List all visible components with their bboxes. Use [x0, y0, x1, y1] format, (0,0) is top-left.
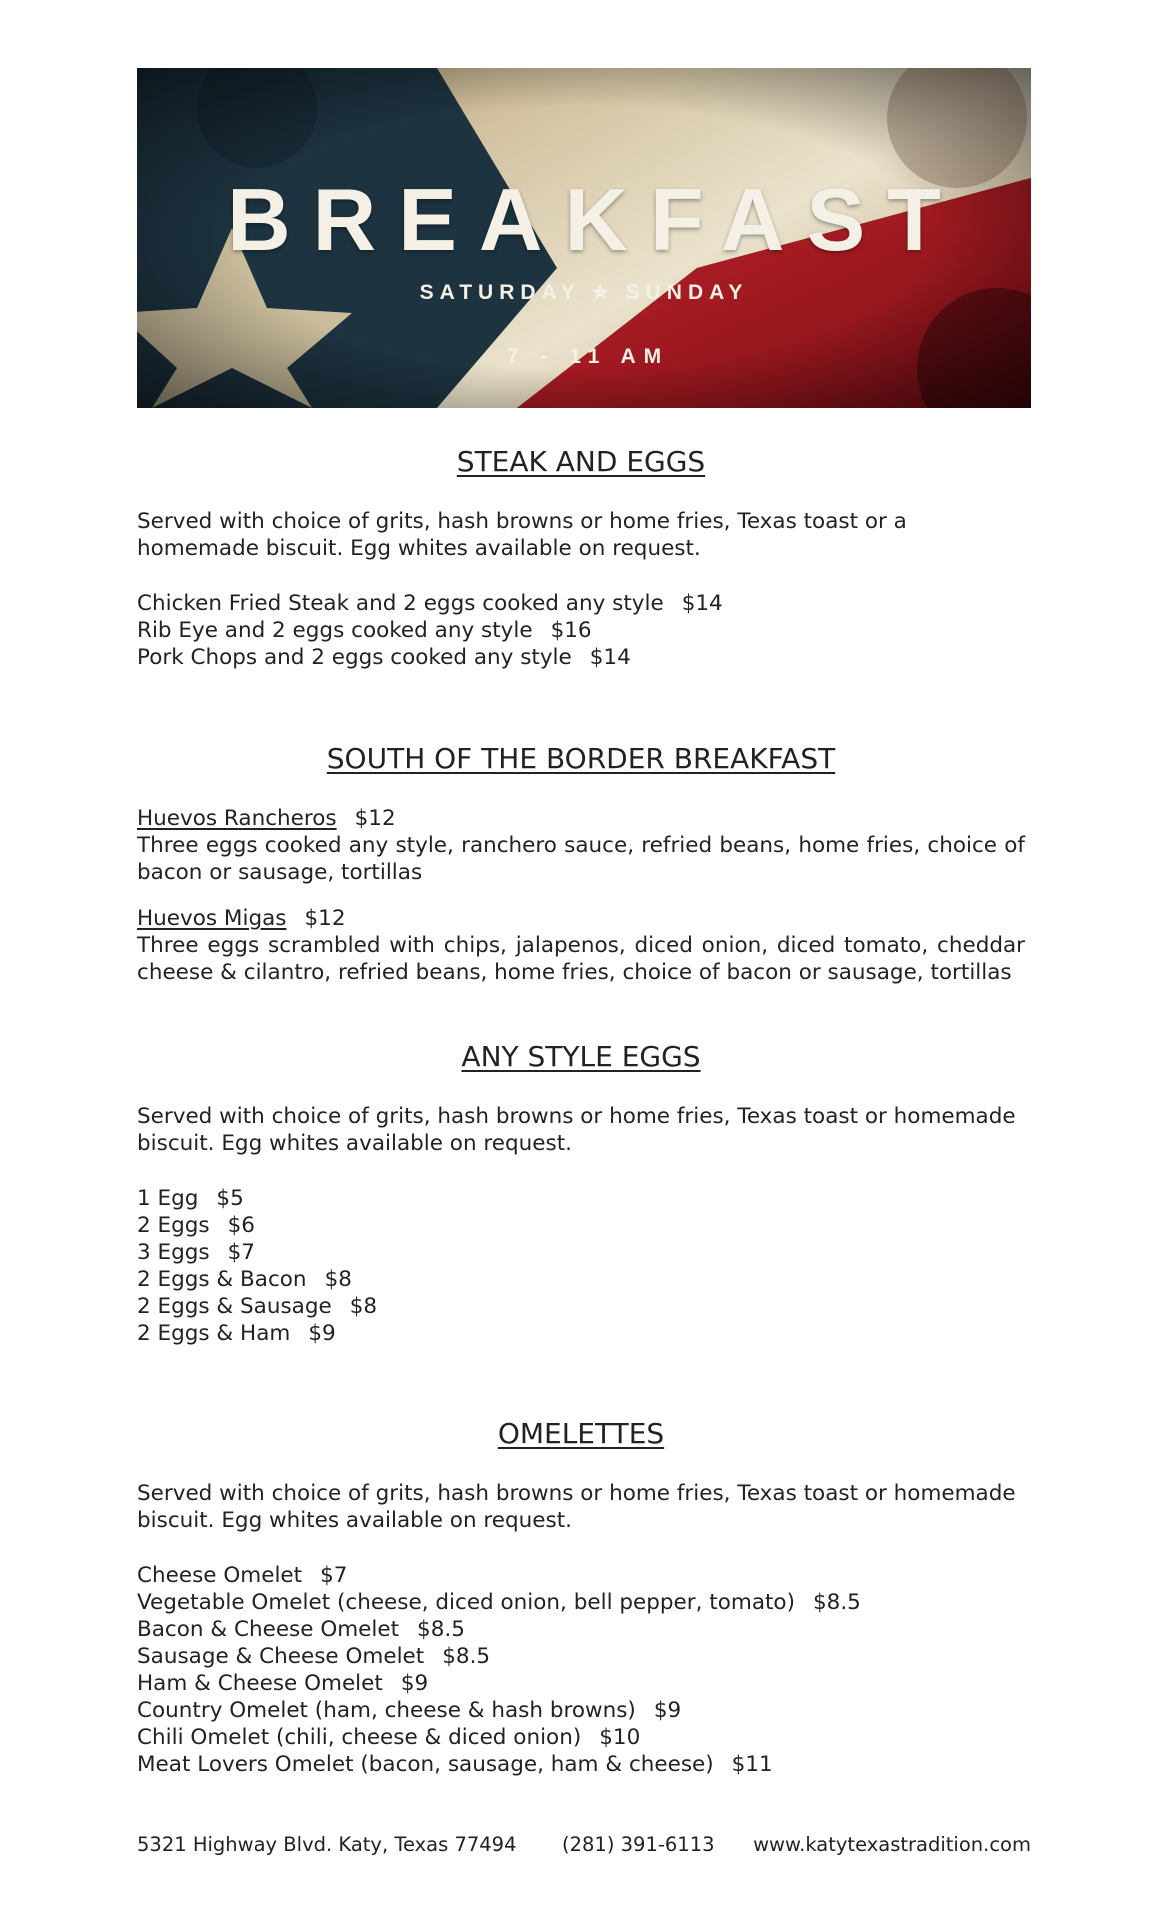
banner-hours: 7 - 11 AM — [506, 345, 670, 368]
menu-item: Meat Lovers Omelet (bacon, sausage, ham & cheese) $11 — [137, 1752, 773, 1777]
menu-item: Vegetable Omelet (cheese, diced onion, bell pepper, tomato) $8.5 — [137, 1590, 861, 1615]
dish-description: Three eggs scrambled with chips, jalapenos, diced onion, diced tomato, cheddar cheese & cilantro, refried beans, home fries, choice of bacon or sausage, tortillas — [137, 933, 1025, 985]
section-title-steak: STEAK AND EGGS — [456, 445, 706, 478]
menu-item: Pork Chops and 2 eggs cooked any style $14 — [137, 645, 631, 670]
menu-item: Chili Omelet (chili, cheese & diced onion) $10 — [137, 1725, 641, 1750]
dish-huevos-migas — [137, 905, 1025, 986]
menu-item: 2 Eggs & Ham $9 — [137, 1321, 336, 1346]
breakfast-banner — [137, 68, 1031, 408]
banner-day-sunday: SUNDAY — [625, 281, 749, 304]
steak-items — [137, 590, 1025, 671]
eggs-intro: Served with choice of grits, hash browns or home fries, Texas toast or homemade biscuit. Egg whites available on request. — [137, 1104, 1016, 1156]
menu-item: 2 Eggs & Sausage $8 — [137, 1294, 378, 1319]
banner-day-saturday: SATURDAY — [419, 281, 581, 304]
banner-title: BREAKFAST — [227, 170, 963, 269]
section-title-eggs: ANY STYLE EGGS — [461, 1040, 701, 1073]
dish-header: Huevos Migas $12 — [137, 906, 346, 931]
omelettes-items — [137, 1562, 1025, 1778]
menu-item: 3 Eggs $7 — [137, 1240, 255, 1265]
section-title-south: SOUTH OF THE BORDER BREAKFAST — [326, 742, 836, 775]
menu-item: Chicken Fried Steak and 2 eggs cooked any style $14 — [137, 591, 723, 616]
footer-website: www.katytexastradition.com — [753, 1833, 1031, 1856]
footer-phone: (281) 391-6113 — [562, 1833, 715, 1856]
eggs-items — [137, 1185, 1025, 1347]
section-title-omelettes: OMELETTES — [497, 1417, 665, 1450]
dish-header: Huevos Rancheros $12 — [137, 806, 396, 831]
menu-item: Cheese Omelet $7 — [137, 1563, 348, 1588]
menu-item: Rib Eye and 2 eggs cooked any style $16 — [137, 618, 592, 643]
dish-description: Three eggs cooked any style, ranchero sauce, refried beans, home fries, choice of bacon or sausage, tortillas — [137, 833, 1025, 885]
banner-days — [137, 280, 1031, 305]
menu-item: 1 Egg $5 — [137, 1186, 244, 1211]
omelettes-intro: Served with choice of grits, hash browns or home fries, Texas toast or homemade biscuit. Egg whites available on request. — [137, 1481, 1016, 1533]
menu-item: Country Omelet (ham, cheese & hash browns) $9 — [137, 1698, 682, 1723]
menu-item: Ham & Cheese Omelet $9 — [137, 1671, 429, 1696]
steak-intro: Served with choice of grits, hash browns or home fries, Texas toast or a homemade biscuit. Egg whites available on request. — [137, 509, 907, 561]
menu-item: 2 Eggs & Bacon $8 — [137, 1267, 352, 1292]
dish-huevos-rancheros — [137, 805, 1025, 886]
menu-item: 2 Eggs $6 — [137, 1213, 255, 1238]
menu-item: Bacon & Cheese Omelet $8.5 — [137, 1617, 465, 1642]
star-icon: ★ — [590, 281, 616, 304]
menu-item: Sausage & Cheese Omelet $8.5 — [137, 1644, 491, 1669]
footer-address: 5321 Highway Blvd. Katy, Texas 77494 — [137, 1833, 517, 1856]
